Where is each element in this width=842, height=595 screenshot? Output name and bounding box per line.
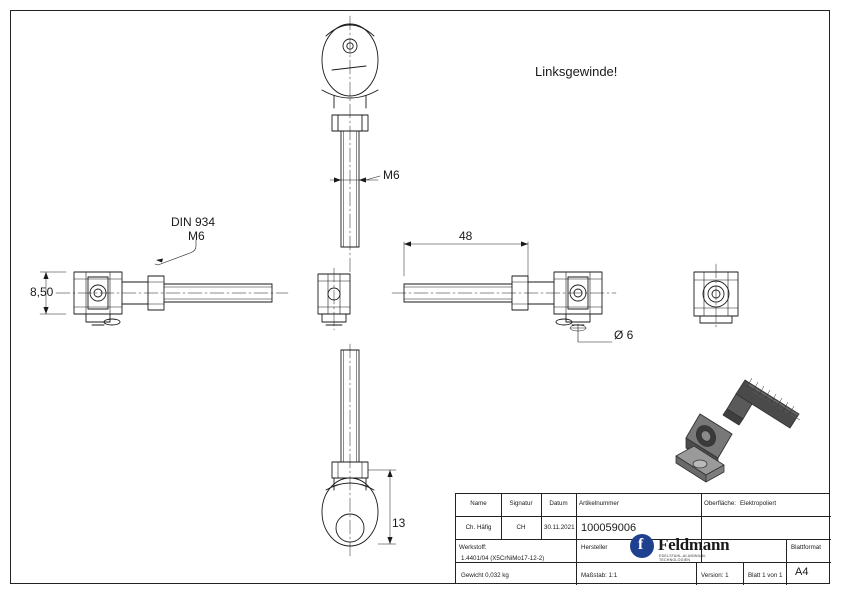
tb-value-signature: CH [516,524,526,531]
tb-header-sheet-format: Blattformat [791,544,821,551]
tb-value-name: Ch. Häfig [465,524,492,531]
tb-version [698,570,743,581]
tb-scale [578,570,693,581]
tb-header-scale: Maßstab: [581,572,607,579]
logo-mark-letter: f [638,536,644,553]
tb-value-article-number: 100059006 [581,522,637,534]
tb-header-material: Werkstoff: [459,544,487,551]
tb-header-signature: Signatur [509,500,533,507]
tb-header-weight: Gewicht [461,572,484,579]
tb-value-version: 1 [725,572,729,579]
tb-value-sheet: 1 von 1 [762,572,783,579]
tb-value-sheet-format: A4 [795,566,809,578]
logo-mark-icon [630,534,654,558]
annotation-dim-diameter-6: Ø 6 [614,328,634,342]
tb-header-article-number: Artikelnummer [579,500,619,507]
annotation-din-934: DIN 934 [171,215,216,229]
tb-header-date: Datum [549,500,568,507]
tb-header-surface: Oberfläche: [704,500,736,507]
annotation-dim-13: 13 [392,516,406,530]
tb-sheet [745,570,830,581]
tb-value-scale: 1:1 [608,572,618,579]
tb-header-name: Name [470,500,487,507]
isometric-preview [676,378,800,482]
tb-value-weight: 0,032 kg [485,572,509,579]
company-logo [630,533,735,561]
tb-value-date: 30.11.2021 [544,524,575,531]
annotation-dim-8-50: 8,50 [30,285,54,299]
logo-tagline: EDELSTAHL-ALUMINIUM-TECHNOLOGIEN [659,554,707,562]
annotation-din-934-size: M6 [188,229,205,243]
tb-value-material: 1.4401/04 (X5CrNiMo17-12-2) [461,555,545,562]
tb-header-version: Version: [701,572,724,579]
note-left-thread: Linksgewinde! [535,64,618,79]
annotation-dim-48: 48 [459,229,473,243]
annotation-thread-m6: M6 [383,168,400,182]
logo-brand: Feldmann [658,535,730,554]
tb-header-manufacturer: Hersteller [581,544,608,551]
tb-header-sheet: Blatt [748,572,761,579]
tb-value-surface: Elektropoliert [740,500,777,507]
